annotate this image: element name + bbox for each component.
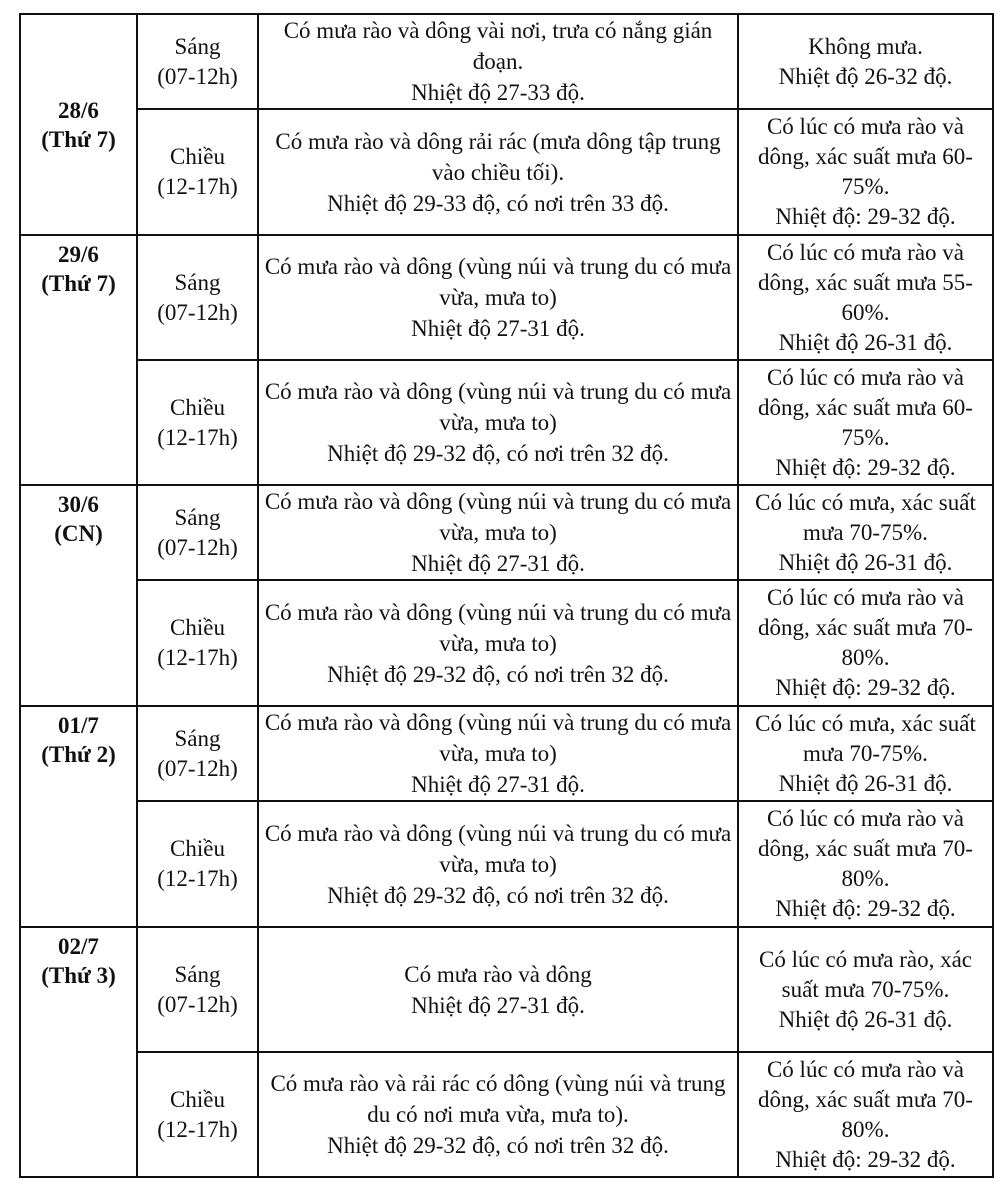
table-row [20,580,993,706]
day-cell: 01/7 (Thứ 2) [20,706,137,927]
day-cell: 30/6 (CN) [20,485,137,706]
table-row [20,235,993,360]
region-forecast-cell: Có mưa rào và dông Nhiệt độ 27-31 độ. [258,927,738,1052]
region-forecast-cell: Có mưa rào và dông rải rác (mưa dông tập trung vào chiều tối). Nhiệt độ 29-33 độ, có nơi trên 33 độ. [258,109,738,235]
region-forecast-cell: Có mưa rào và dông vài nơi, trưa có nắng gián đoạn. Nhiệt độ 27-33 độ. [258,14,738,109]
hanoi-forecast-cell: Có lúc có mưa rào và dông, xác suất mưa 70-80%. Nhiệt độ: 29-32 độ. [738,580,993,706]
region-forecast-cell: Có mưa rào và dông (vùng núi và trung du có mưa vừa, mưa to) Nhiệt độ 27-31 độ. [258,485,738,580]
hanoi-forecast-cell: Không mưa. Nhiệt độ 26-32 độ. [738,14,993,109]
period-cell: Sáng (07-12h) [137,927,258,1052]
period-cell: Sáng (07-12h) [137,14,258,109]
period-cell: Sáng (07-12h) [137,485,258,580]
forecast-document [19,13,992,1178]
period-cell: Sáng (07-12h) [137,235,258,360]
hanoi-forecast-cell: Có lúc có mưa rào và dông, xác suất mưa 60-75%. Nhiệt độ: 29-32 độ. [738,109,993,235]
region-forecast-cell: Có mưa rào và dông (vùng núi và trung du có mưa vừa, mưa to) Nhiệt độ 29-32 độ, có nơi trên 32 độ. [258,580,738,706]
hanoi-forecast-cell: Có lúc có mưa rào và dông, xác suất mưa 60-75%. Nhiệt độ: 29-32 độ. [738,360,993,485]
period-cell: Sáng (07-12h) [137,706,258,801]
table-row [20,14,993,109]
region-forecast-cell: Có mưa rào và rải rác có dông (vùng núi và trung du có nơi mưa vừa, mưa to). Nhiệt độ 29-32 độ, có nơi trên 32 độ. [258,1052,738,1177]
day-cell: 29/6 (Thứ 7) [20,235,137,485]
table-row [20,109,993,235]
hanoi-forecast-cell: Có lúc có mưa rào và dông, xác suất mưa 70-80%. Nhiệt độ: 29-32 độ. [738,801,993,927]
region-forecast-cell: Có mưa rào và dông (vùng núi và trung du có mưa vừa, mưa to) Nhiệt độ 29-32 độ, có nơi trên 32 độ. [258,360,738,485]
hanoi-forecast-cell: Có lúc có mưa rào và dông, xác suất mưa 55-60%. Nhiệt độ 26-31 độ. [738,235,993,360]
period-cell: Chiều (12-17h) [137,801,258,927]
region-forecast-cell: Có mưa rào và dông (vùng núi và trung du có mưa vừa, mưa to) Nhiệt độ 27-31 độ. [258,706,738,801]
period-cell: Chiều (12-17h) [137,1052,258,1177]
hanoi-forecast-cell: Có lúc có mưa rào, xác suất mưa 70-75%. Nhiệt độ 26-31 độ. [738,927,993,1052]
table-row [20,485,993,580]
table-row [20,360,993,485]
hanoi-forecast-cell: Có lúc có mưa, xác suất mưa 70-75%. Nhiệt độ 26-31 độ. [738,485,993,580]
table-row [20,706,993,801]
forecast-table [19,13,994,1178]
table-row [20,927,993,1052]
region-forecast-cell: Có mưa rào và dông (vùng núi và trung du có mưa vừa, mưa to) Nhiệt độ 29-32 độ, có nơi trên 32 độ. [258,801,738,927]
table-row [20,801,993,927]
day-cell: 02/7 (Thứ 3) [20,927,137,1177]
hanoi-forecast-cell: Có lúc có mưa rào và dông, xác suất mưa 70-80%. Nhiệt độ: 29-32 độ. [738,1052,993,1177]
period-cell: Chiều (12-17h) [137,360,258,485]
table-row [20,1052,993,1177]
period-cell: Chiều (12-17h) [137,580,258,706]
period-cell: Chiều (12-17h) [137,109,258,235]
hanoi-forecast-cell: Có lúc có mưa, xác suất mưa 70-75%. Nhiệt độ 26-31 độ. [738,706,993,801]
region-forecast-cell: Có mưa rào và dông (vùng núi và trung du có mưa vừa, mưa to) Nhiệt độ 27-31 độ. [258,235,738,360]
day-cell: 28/6 (Thứ 7) [20,14,137,235]
